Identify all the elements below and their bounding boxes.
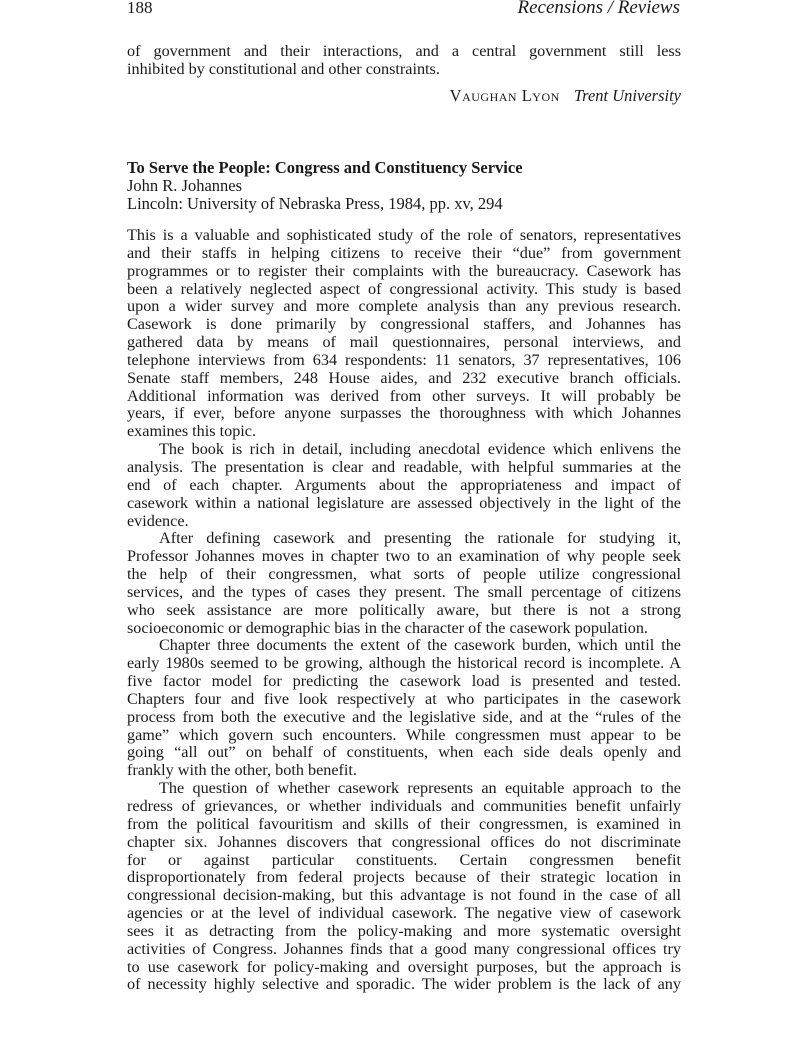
text-line: The question of whether casework represents an equitable approach to the [159, 779, 681, 798]
text-line: programmes or to register their complaints with the bureaucracy. Casework has [127, 261, 681, 280]
paragraph [127, 530, 681, 637]
text-line: and their staffs in helping citizens to receive their “due” from government [127, 243, 681, 262]
text-line: socioeconomic or demographic bias in the character of the casework population. [127, 618, 648, 637]
text-line: congressional decision-making, but this advantage is not found in the case of all [127, 886, 681, 905]
text-line: examines this topic. [127, 422, 257, 441]
text-line: end of each chapter. Arguments about the appropriateness and impact of [127, 475, 681, 494]
reviewer-signature [450, 86, 681, 106]
text-line: chapter six. Johannes discovers that congressional offices do not discriminate [127, 832, 681, 851]
text-line: Senate staff members, 248 House aides, and 232 executive branch officials. [127, 368, 681, 387]
reviewer-name: Vaughan Lyon [449, 86, 560, 105]
paragraph [127, 780, 681, 994]
book-citation [127, 159, 681, 213]
text-line: telephone interviews from 634 respondents: 11 senators, 37 representatives, 106 [127, 350, 681, 369]
text-line: five factor model for predicting the casework load is presented and tested. [127, 672, 681, 691]
text-line: Professor Johannes moves in chapter two to an examination of why people seek [127, 547, 681, 566]
previous-review-ending [127, 43, 681, 79]
text-line: for or against particular constituents. Certain congressmen benefit [127, 850, 681, 869]
text-line: Chapters four and five look respectively at who participates in the casework [127, 689, 681, 708]
review-body [127, 227, 681, 994]
text-line: Additional information was derived from other surveys. It will probably be [127, 386, 681, 405]
page-number: 188 [127, 0, 153, 17]
text-line: of government and their interactions, and a central government still less [127, 42, 681, 60]
text-line: process from both the executive and the legislative side, and at the “rules of the [127, 707, 681, 726]
text-line: services, and the types of cases they present. The small percentage of citizens [127, 582, 681, 601]
paragraph [127, 227, 681, 441]
text-line: agencies or at the level of individual casework. The negative view of casework [127, 904, 681, 923]
text-line: casework within a national legislature are assessed objectively in the light of the [127, 493, 681, 512]
text-line: gathered data by means of mail questionnaires, personal interviews, and [127, 333, 681, 352]
paragraph [127, 637, 681, 780]
text-line: inhibited by constitutional and other constraints. [127, 59, 440, 78]
text-line: Chapter three documents the extent of the casework burden, which until the [159, 636, 681, 655]
text-line: who seek assistance are more politically aware, but there is not a strong [127, 600, 681, 619]
text-line: of necessity highly selective and sporadic. The wider problem is the lack of any [127, 975, 681, 994]
text-line: analysis. The presentation is clear and readable, with helpful summaries at the [127, 457, 681, 476]
text-line: evidence. [127, 511, 189, 530]
text-line: the help of their congressmen, what sorts of people utilize congressional [127, 565, 681, 584]
text-line: Casework is done primarily by congressional staffers, and Johannes has [127, 315, 681, 334]
book-publication: Lincoln: University of Nebraska Press, 1984, pp. xv, 294 [127, 194, 503, 213]
text-line: game” which govern such encounters. While congressmen must appear to be [127, 725, 681, 744]
text-line: early 1980s seemed to be growing, although the historical record is incomplete. A [127, 654, 681, 673]
book-title: To Serve the People: Congress and Constituency Service [127, 158, 523, 177]
text-line: frankly with the other, both benefit. [127, 761, 357, 780]
text-line: After defining casework and presenting the rationale for studying it, [159, 529, 681, 548]
paragraph [127, 441, 681, 530]
reviewer-affiliation: Trent University [573, 86, 681, 105]
text-line: years, if ever, before anyone surpasses the thoroughness with which Johannes [127, 404, 681, 423]
text-line: The book is rich in detail, including anecdotal evidence which enlivens the [159, 440, 681, 459]
text-line: sees it as detracting from the policy-making and more systematic oversight [127, 921, 681, 940]
text-line: redress of grievances, or whether individuals and communities benefit unfairly [127, 797, 681, 815]
text-line: to use casework for policy-making and oversight purposes, but the approach is [127, 957, 681, 976]
book-author: John R. Johannes [127, 176, 243, 195]
running-head: Recensions / Reviews [517, 0, 680, 18]
text-line: This is a valuable and sophisticated study of the role of senators, representatives [127, 226, 681, 244]
text-line: disproportionately from federal projects because of their strategic location in [127, 868, 681, 887]
text-line: upon a wider survey and more complete analysis than any previous research. [127, 297, 681, 316]
text-line: activities of Congress. Johannes finds that a good many congressional offices try [127, 939, 681, 958]
text-line: going “all out” on behalf of constituents, when each side deals openly and [127, 743, 681, 762]
text-line: been a relatively neglected aspect of congressional activity. This study is based [127, 279, 681, 298]
text-line: from the political favouritism and skills of their congressmen, is examined in [127, 814, 681, 833]
